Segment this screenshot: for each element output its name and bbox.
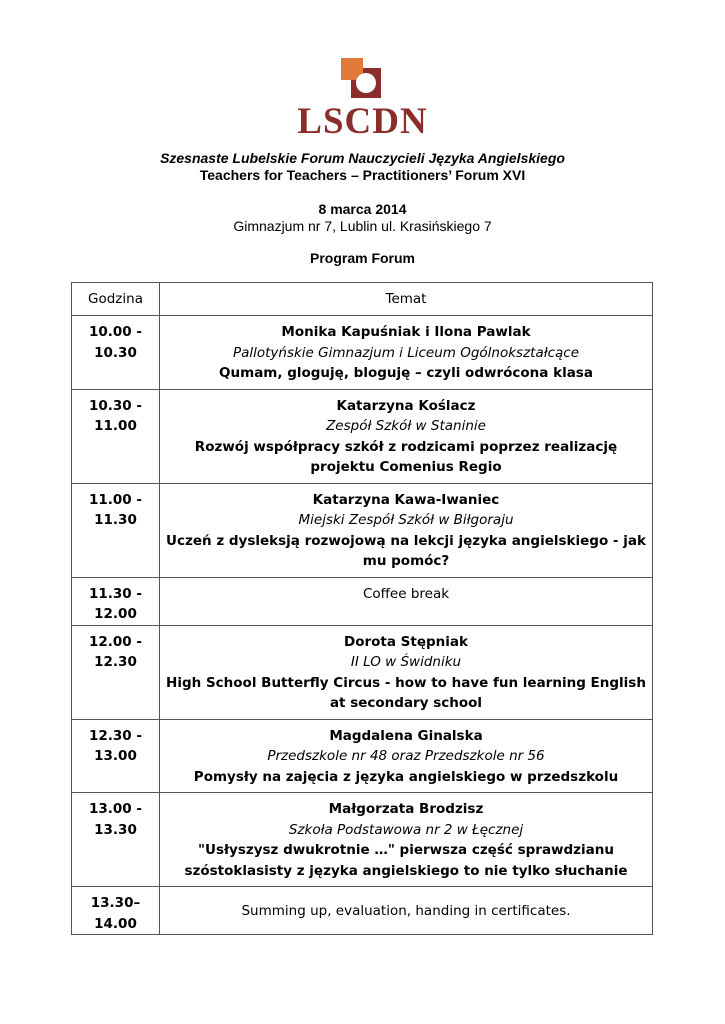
column-header-topic: Temat [160,283,653,316]
session-note: Summing up, evaluation, handing in certificates. [241,902,571,919]
topic-cell [160,887,653,935]
talk-title: Qumam, gloguję, bloguję – czyli odwrócona klasa [219,365,593,381]
forum-title: Szesnaste Lubelskie Forum Nauczycieli Języka Angielskiego [160,150,565,166]
speaker-school: Pallotyńskie Gimnazjum i Liceum Ogólnokształcące [232,344,580,361]
table-row [72,625,653,719]
table-row [72,577,653,625]
talk-title: High School Butterfly Circus - how to have fun learning English at secondary school [166,674,646,711]
topic-cell [160,483,653,577]
logo-text: LSCDN [297,101,428,142]
speaker-name: Dorota Stępniak [344,633,468,650]
time-cell: 11.00 - 11.30 [72,483,160,577]
time-cell: 12.00 - 12.30 [72,625,160,719]
forum-subtitle: Teachers for Teachers – Practitioners’ Forum XVI [199,167,526,183]
time-cell: 11.30 - 12.00 [72,577,160,625]
table-row [72,483,653,577]
speaker-name: Magdalena Ginalska [329,727,483,744]
time-cell: 10.00 - 10.30 [72,316,160,390]
time-cell: 13.30– 14.00 [72,887,160,935]
forum-date: 8 marca 2014 [318,201,407,217]
speaker-school: Przedszkole nr 48 oraz Przedszkole nr 56 [267,748,545,764]
table-row [72,316,653,390]
talk-title: Rozwój współpracy szkół z rodzicami poprzez realizację projektu Comenius Regio [194,438,618,475]
table-row [72,389,653,483]
lscdn-logo [0,56,725,142]
speaker-name: Katarzyna Kawa-Iwaniec [312,491,500,508]
program-table [71,282,653,935]
table-row [72,793,653,887]
topic-cell [160,577,653,625]
time-cell: 13.00 - 13.30 [72,793,160,887]
speaker-school: Zespół Szkół w Staninie [326,418,486,434]
topic-cell [160,625,653,719]
speaker-name: Katarzyna Koślacz [336,397,476,414]
topic-cell [160,793,653,887]
speaker-school: Miejski Zespół Szkół w Biłgoraju [298,512,514,528]
forum-venue: Gimnazjum nr 7, Lublin ul. Krasińskiego 7 [233,218,492,234]
talk-title: Uczeń z dysleksją rozwojową na lekcji języka angielskiego - jak mu pomóc? [166,532,646,569]
session-note: Coffee break [362,585,450,602]
speaker-name: Monika Kapuśniak i Ilona Pawlak [281,324,531,340]
topic-cell [160,389,653,483]
column-header-time: Godzina [72,283,160,316]
topic-cell [160,719,653,793]
table-row [72,887,653,935]
logo-mark-icon [339,56,387,100]
speaker-school: Szkoła Podstawowa nr 2 w Łęcznej [288,821,524,838]
talk-title: "Usłyszysz dwukrotnie …" pierwsza część sprawdzianu szóstoklasisty z języka angielskiego to nie tylko słuchanie [184,842,628,879]
talk-title: Pomysły na zajęcia z języka angielskiego w przedszkolu [193,768,619,785]
table-header-row [72,283,653,316]
speaker-name: Małgorzata Brodzisz [328,801,484,817]
program-heading: Program Forum [309,250,415,266]
topic-cell [160,316,653,390]
time-cell: 10.30 - 11.00 [72,389,160,483]
table-row [72,719,653,793]
speaker-school: II LO w Świdniku [350,654,462,670]
time-cell: 12.30 - 13.00 [72,719,160,793]
